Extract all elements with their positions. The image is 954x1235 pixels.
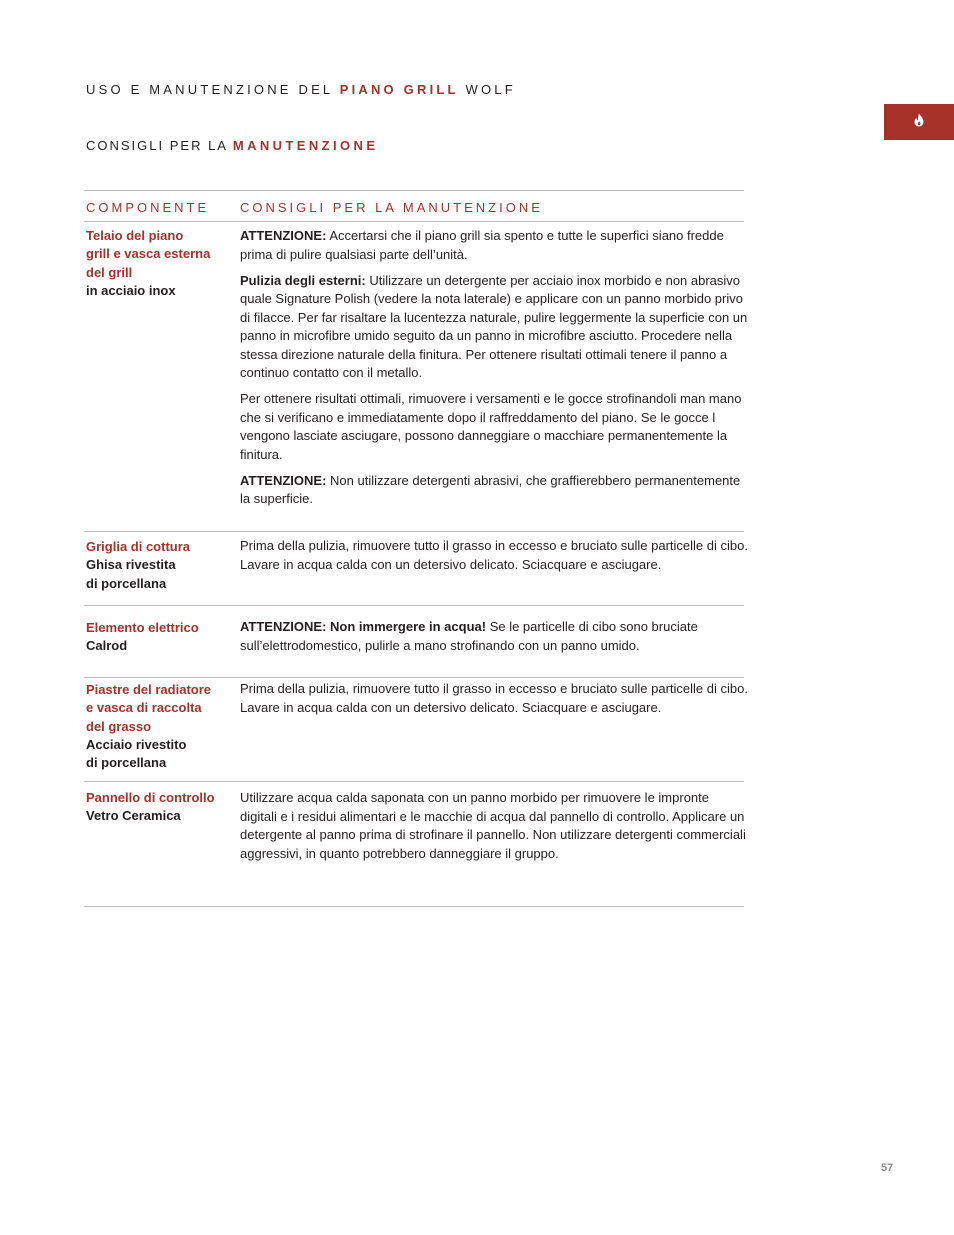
maintenance-table [84,190,748,907]
component-name: Griglia di cottura [86,539,191,554]
component-material: Ghisa rivestita di porcellana [86,557,176,591]
component-material: Calrod [86,638,128,654]
section-title [86,138,378,153]
table-row [84,678,748,782]
table-row [84,532,748,606]
tips-paragraph: Utilizzare acqua calda saponata con un panno morbido per rimuovere le impronte digitali e i residui alimentari e le macchie di acqua dal pannello di controllo. Applicare un detergente al panno prima di strofinare il pannello. Non utilizzare detergenti commerciali aggressivi, in quanto potrebbero danneggiare il gruppo. [240,790,746,861]
column-header-tips: CONSIGLI PER LA MANUTENZIONE [240,200,543,215]
tips-cell [240,680,748,725]
component-cell [86,227,236,300]
tips-cell [240,789,748,871]
warning-label: ATTENZIONE: Non immergere in acqua! [240,619,487,634]
column-header-component: COMPONENTE [86,200,210,215]
warning-label: ATTENZIONE: [240,228,327,243]
tips-paragraph: ATTENZIONE: Non utilizzare detergenti abrasivi, che graffierebbero permanentemente la superficie. [240,472,741,506]
section-title-accent: MANUTENZIONE [232,138,379,153]
section-tab [884,104,954,140]
component-material: Acciaio rivestito di porcellana [86,736,187,771]
page-header [86,82,516,97]
tips-cell [240,618,748,663]
warning-label: ATTENZIONE: [240,472,327,488]
header-prefix: USO E MANUTENZIONE DEL [86,82,340,97]
tips-paragraph: Prima della pulizia, rimuovere tutto il grasso in eccesso e bruciato sulle particelle di cibo. Lavare in acqua calda con un detersivo delicato. Sciacquare e asciugare. [240,681,748,715]
flame-icon [913,113,925,132]
component-cell [86,789,236,826]
component-material: in acciaio inox [86,282,176,298]
tips-paragraph: ATTENZIONE: Accertarsi che il piano grill sia spento e tutte le superfici siano fredde prima di pulire qualsiasi parte dell’unità. [240,228,724,262]
component-name: Piastre del radiatore e vasca di raccolta del grasso [86,682,211,734]
component-material: Vetro Ceramica [86,808,181,824]
table-row [84,606,744,678]
component-cell [86,681,236,772]
component-name: Elemento elettrico [86,620,199,635]
tips-paragraph: Prima della pulizia, rimuovere tutto il grasso in eccesso e bruciato sulle particelle di cibo. Lavare in acqua calda con un detersivo delicato. Sciacquare e asciugare. [240,538,748,572]
tips-cell [240,537,748,582]
component-cell [86,538,236,593]
component-name: Pannello di controllo [86,790,215,805]
header-suffix: WOLF [458,82,516,97]
header-accent: PIANO GRILL [339,82,459,97]
table-row [84,782,744,907]
tips-paragraph: Pulizia degli esterni: Utilizzare un detergente per acciaio inox morbido e non abrasivo quale Signature Polish (vedere la nota laterale) e applicare con un panno morbido privo di filacce. Per far risaltare la lucentezza naturale, pulire leggermente la superficie con un panno in microfibre umido seguito da un panno in microfibre asciutto. Procedere nella stessa direzione naturale della finitura. Per ottenere risultati ottimali tenere il panno a continuo contatto con il metallo. [240,272,748,380]
component-name: Telaio del piano grill e vasca esterna del grill [86,228,211,280]
table-header-row [84,190,744,222]
table-row [84,222,748,532]
component-cell [86,619,236,656]
tips-paragraph: Per ottenere risultati ottimali, rimuovere i versamenti e le gocce strofinandoli man mano che si verificano e immediatamente dopo il raffreddamento del piano. Se le gocce l vengono lasciate asciugare, possono danneggiare o macchiare permanentemente la finitura. [240,391,742,462]
page-number: 57 [881,1162,894,1174]
exterior-cleaning-label: Pulizia degli esterni: [240,272,366,288]
section-title-prefix: CONSIGLI PER LA [86,138,233,153]
tips-paragraph: ATTENZIONE: Non immergere in acqua! Se le particelle di cibo sono bruciate sull’elettrodomestico, pulirle a mano strofinando con un panno umido. [240,619,698,653]
tips-cell [240,227,748,516]
